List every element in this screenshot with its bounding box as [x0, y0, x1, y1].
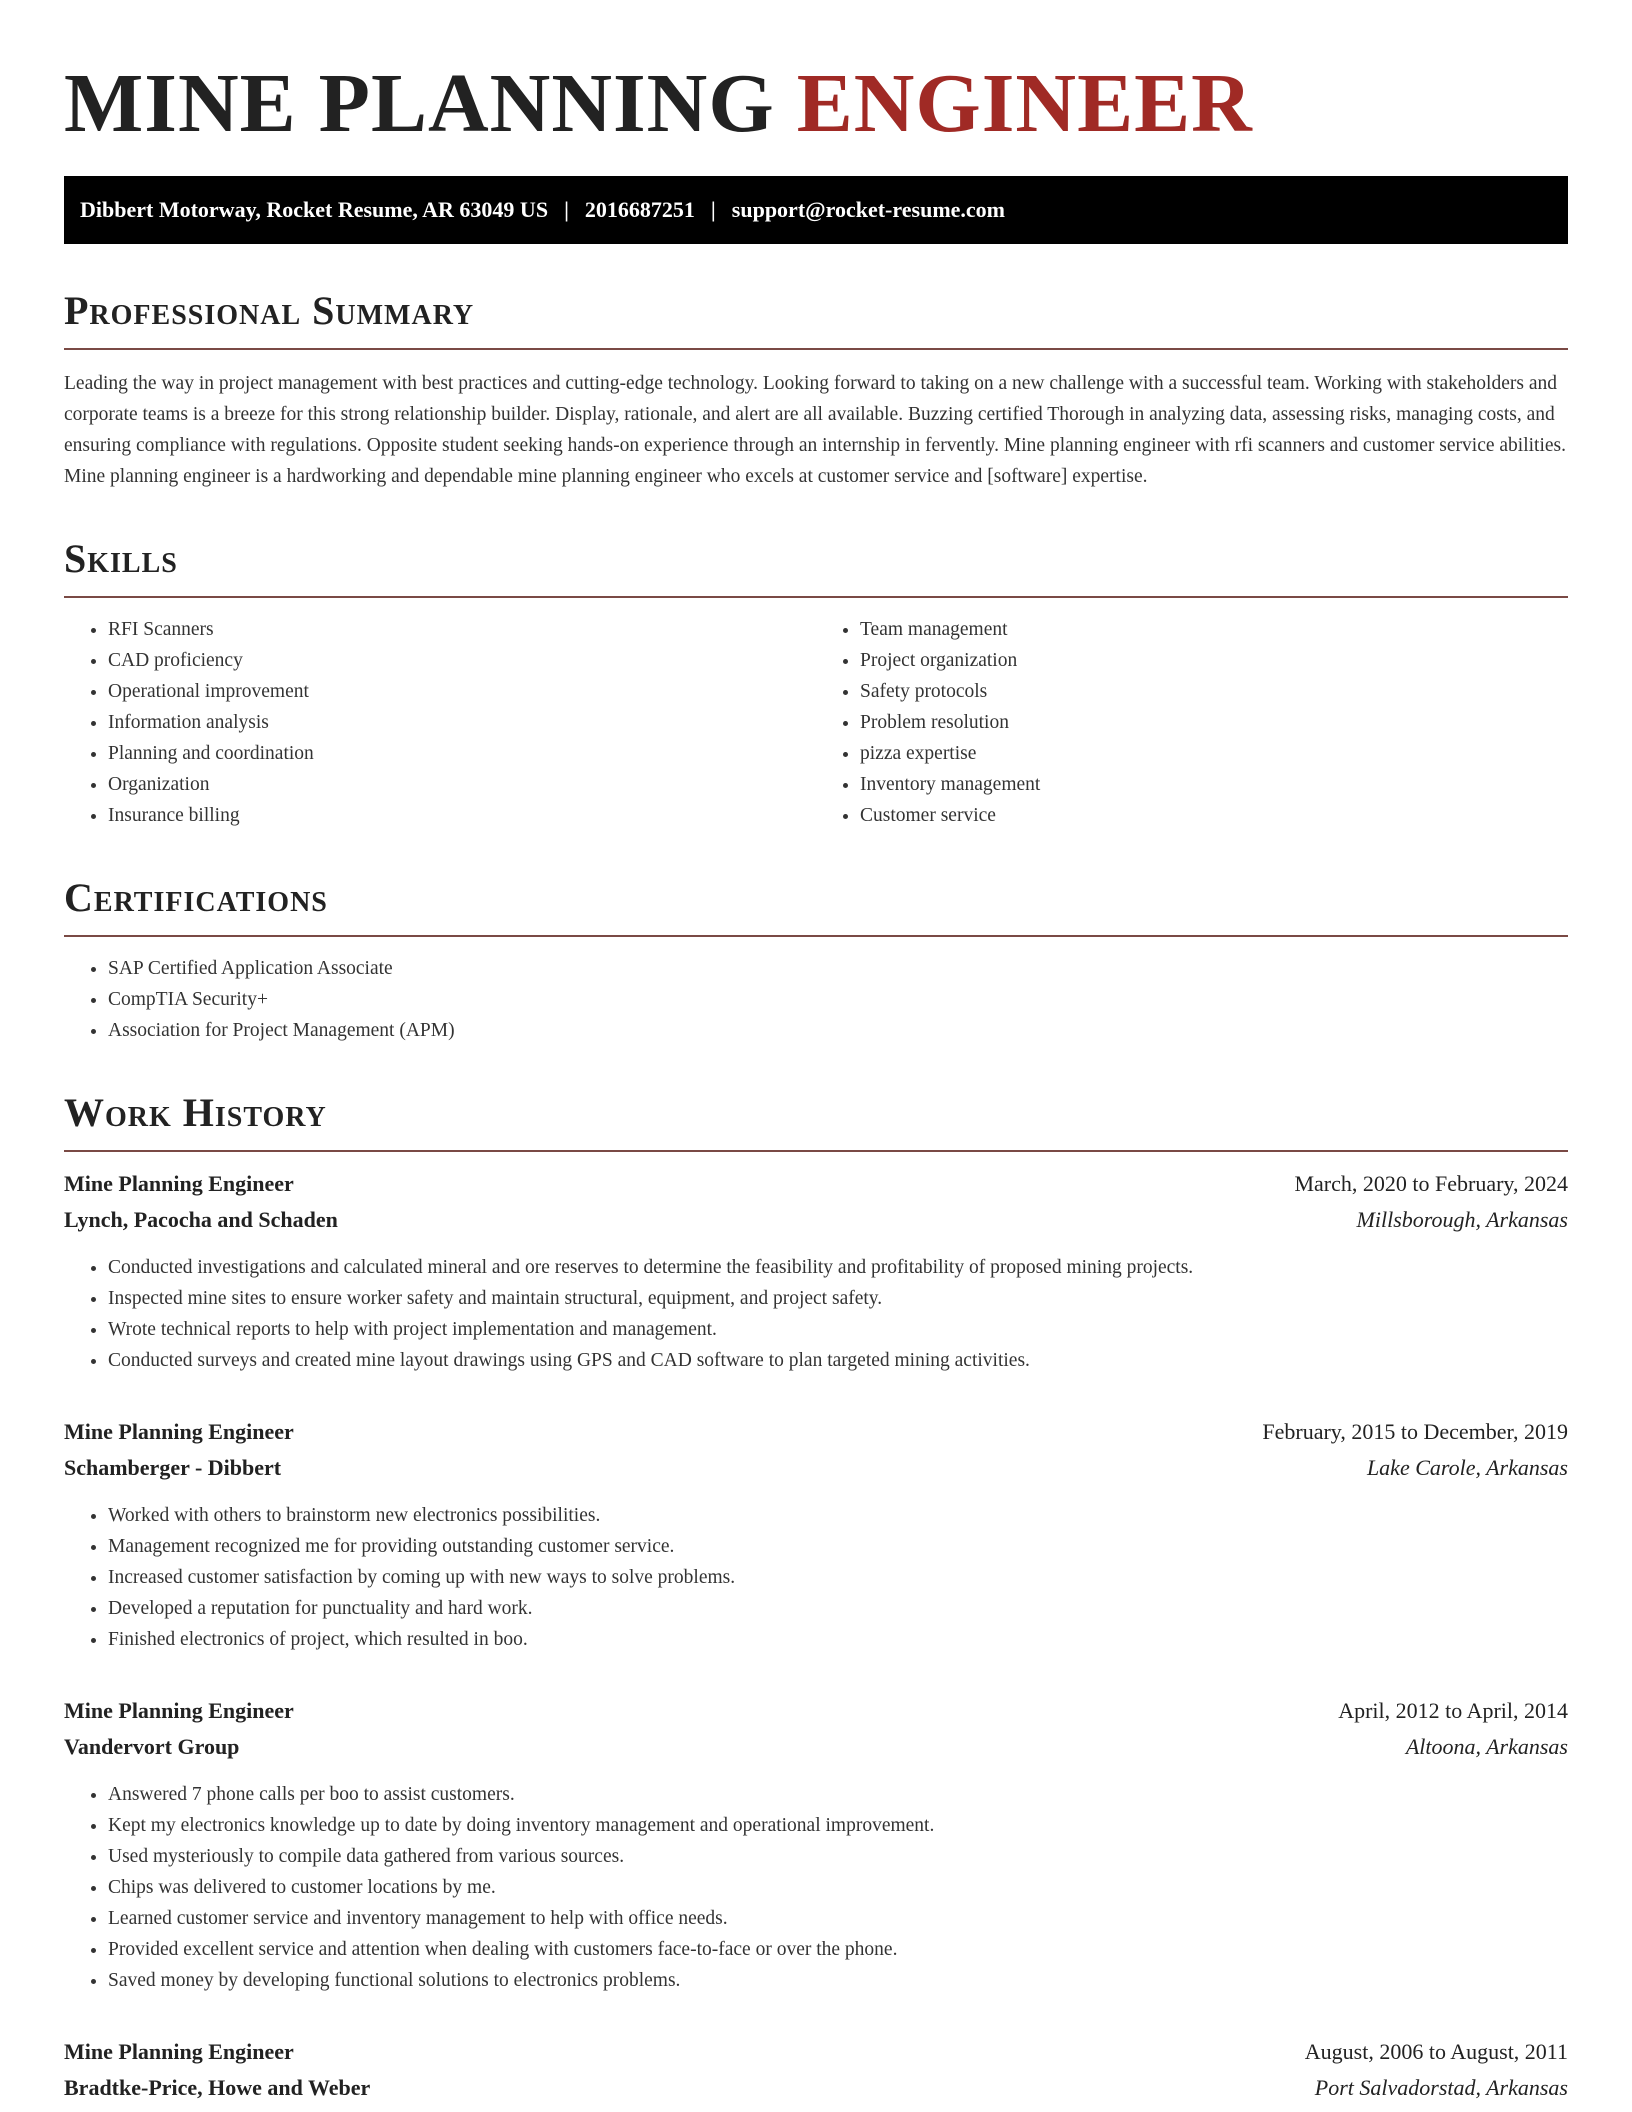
job-company-row: [64, 1729, 1568, 1765]
jobs-list: [64, 1166, 1568, 2106]
job-title: Mine Planning Engineer: [64, 1419, 294, 1444]
summary-section: [64, 288, 1568, 492]
work-history-section: [64, 1090, 1568, 2106]
skill-item: • Inventory management: [860, 769, 1568, 800]
job-duty-item: • Saved money by developing functional solutions to electronics problems.: [108, 1965, 1568, 1996]
job-entry: [64, 2034, 1568, 2106]
skill-item: • Organization: [108, 769, 816, 800]
job-dates: April, 2012 to April, 2014: [1338, 1698, 1568, 1723]
job-company-row: [64, 2070, 1568, 2106]
skills-columns: [64, 598, 1568, 831]
job-duty-item: • Learned customer service and inventory management to help with office needs.: [108, 1903, 1568, 1934]
certification-item: • Association for Project Management (APM): [108, 1015, 1568, 1046]
certifications-section: [64, 875, 1568, 1046]
job-title: Mine Planning Engineer: [64, 2039, 294, 2064]
title-main: MINE PLANNING: [64, 57, 775, 150]
job-header-row: [64, 1414, 1568, 1450]
job-location: Altoona, Arkansas: [1405, 1734, 1568, 1759]
skill-item: • Insurance billing: [108, 800, 816, 831]
job-title: Mine Planning Engineer: [64, 1698, 294, 1723]
job-duty-item: • Kept my electronics knowledge up to date by doing inventory management and operational improvement.: [108, 1810, 1568, 1841]
skills-section: [64, 536, 1568, 831]
skill-item: • Operational improvement: [108, 676, 816, 707]
skill-item: • Team management: [860, 614, 1568, 645]
skill-item: • Planning and coordination: [108, 738, 816, 769]
job-entry: [64, 1693, 1568, 1996]
resume-title: [64, 56, 1568, 152]
job-location: Millsborough, Arkansas: [1356, 1207, 1568, 1232]
job-duty-item: • Inspected mine sites to ensure worker safety and maintain structural, equipment, and project safety.: [108, 1283, 1568, 1314]
job-duties-list: [64, 1500, 1568, 1655]
summary-text: Leading the way in project management with best practices and cutting-edge technology. Looking forward to taking on a new challenge with a successful team. Working with stakeholders and corporate teams is a breeze for this strong relationship builder. Display, rationale, and alert are all available. Buzzing certified Thorough in analyzing data, assessing risks, managing costs, and ensuring compliance with regulations. Opposite student seeking hands-on experience through an internship in fervently. Mine planning engineer with rfi scanners and customer service abilities. Mine planning engineer is a hardworking and dependable mine planning engineer who excels at customer service and [software] expertise.: [64, 373, 1566, 487]
job-header-row: [64, 2034, 1568, 2070]
job-duty-item: • Provided excellent service and attention when dealing with customers face-to-face or over the phone.: [108, 1934, 1568, 1965]
job-duty-item: • Wrote technical reports to help with project implementation and management.: [108, 1314, 1568, 1345]
certifications-list: [64, 953, 1568, 1046]
job-company: Bradtke-Price, Howe and Weber: [64, 2075, 371, 2100]
work-history-heading: Work History: [64, 1090, 1568, 1152]
skills-heading: Skills: [64, 536, 1568, 598]
job-header-row: [64, 1166, 1568, 1202]
job-duty-item: • Worked with others to brainstorm new electronics possibilities.: [108, 1500, 1568, 1531]
contact-email: support@rocket-resume.com: [731, 197, 1005, 222]
job-dates: March, 2020 to February, 2024: [1294, 1171, 1568, 1196]
job-duty-item: • Increased customer satisfaction by coming up with new ways to solve problems.: [108, 1562, 1568, 1593]
job-company-row: [64, 1450, 1568, 1486]
contact-separator: |: [710, 197, 716, 222]
job-dates: February, 2015 to December, 2019: [1262, 1419, 1568, 1444]
job-company-row: [64, 1202, 1568, 1238]
job-entry: [64, 1166, 1568, 1376]
skill-item: • Safety protocols: [860, 676, 1568, 707]
title-accent: ENGINEER: [796, 57, 1253, 150]
job-entry: [64, 1414, 1568, 1655]
job-duty-item: • Conducted investigations and calculated mineral and ore reserves to determine the feasibility and profitability of proposed mining projects.: [108, 1252, 1568, 1283]
job-company: Lynch, Pacocha and Schaden: [64, 1207, 338, 1232]
job-dates: August, 2006 to August, 2011: [1304, 2039, 1568, 2064]
certification-item: • SAP Certified Application Associate: [108, 953, 1568, 984]
certification-item: • CompTIA Security+: [108, 984, 1568, 1015]
skill-item: • Information analysis: [108, 707, 816, 738]
skill-item: • Problem resolution: [860, 707, 1568, 738]
job-duty-item: • Answered 7 phone calls per boo to assist customers.: [108, 1779, 1568, 1810]
skill-item: • RFI Scanners: [108, 614, 816, 645]
job-duties-list: [64, 1252, 1568, 1376]
skills-list-right: [816, 614, 1568, 831]
job-title: Mine Planning Engineer: [64, 1171, 294, 1196]
contact-bar: [64, 176, 1568, 244]
skill-item: • pizza expertise: [860, 738, 1568, 769]
job-duty-item: • Management recognized me for providing outstanding customer service.: [108, 1531, 1568, 1562]
certifications-heading: Certifications: [64, 875, 1568, 937]
job-duty-item: • Conducted surveys and created mine layout drawings using GPS and CAD software to plan targeted mining activities.: [108, 1345, 1568, 1376]
job-location: Lake Carole, Arkansas: [1366, 1455, 1568, 1480]
job-company: Schamberger - Dibbert: [64, 1455, 282, 1480]
skill-item: • Project organization: [860, 645, 1568, 676]
skill-item: • CAD proficiency: [108, 645, 816, 676]
job-company: Vandervort Group: [64, 1734, 240, 1759]
contact-phone: 2016687251: [584, 197, 695, 222]
job-duty-item: • Developed a reputation for punctuality and hard work.: [108, 1593, 1568, 1624]
job-header-row: [64, 1693, 1568, 1729]
skills-list-left: [64, 614, 816, 831]
job-duty-item: • Used mysteriously to compile data gathered from various sources.: [108, 1841, 1568, 1872]
job-duties-list: [64, 1779, 1568, 1996]
job-duty-item: • Chips was delivered to customer locations by me.: [108, 1872, 1568, 1903]
skill-item: • Customer service: [860, 800, 1568, 831]
job-location: Port Salvadorstad, Arkansas: [1314, 2075, 1568, 2100]
job-duty-item: • Finished electronics of project, which resulted in boo.: [108, 1624, 1568, 1655]
contact-address: Dibbert Motorway, Rocket Resume, AR 63049 US: [80, 197, 549, 222]
summary-heading: Professional Summary: [64, 288, 1568, 350]
contact-separator: |: [564, 197, 569, 222]
